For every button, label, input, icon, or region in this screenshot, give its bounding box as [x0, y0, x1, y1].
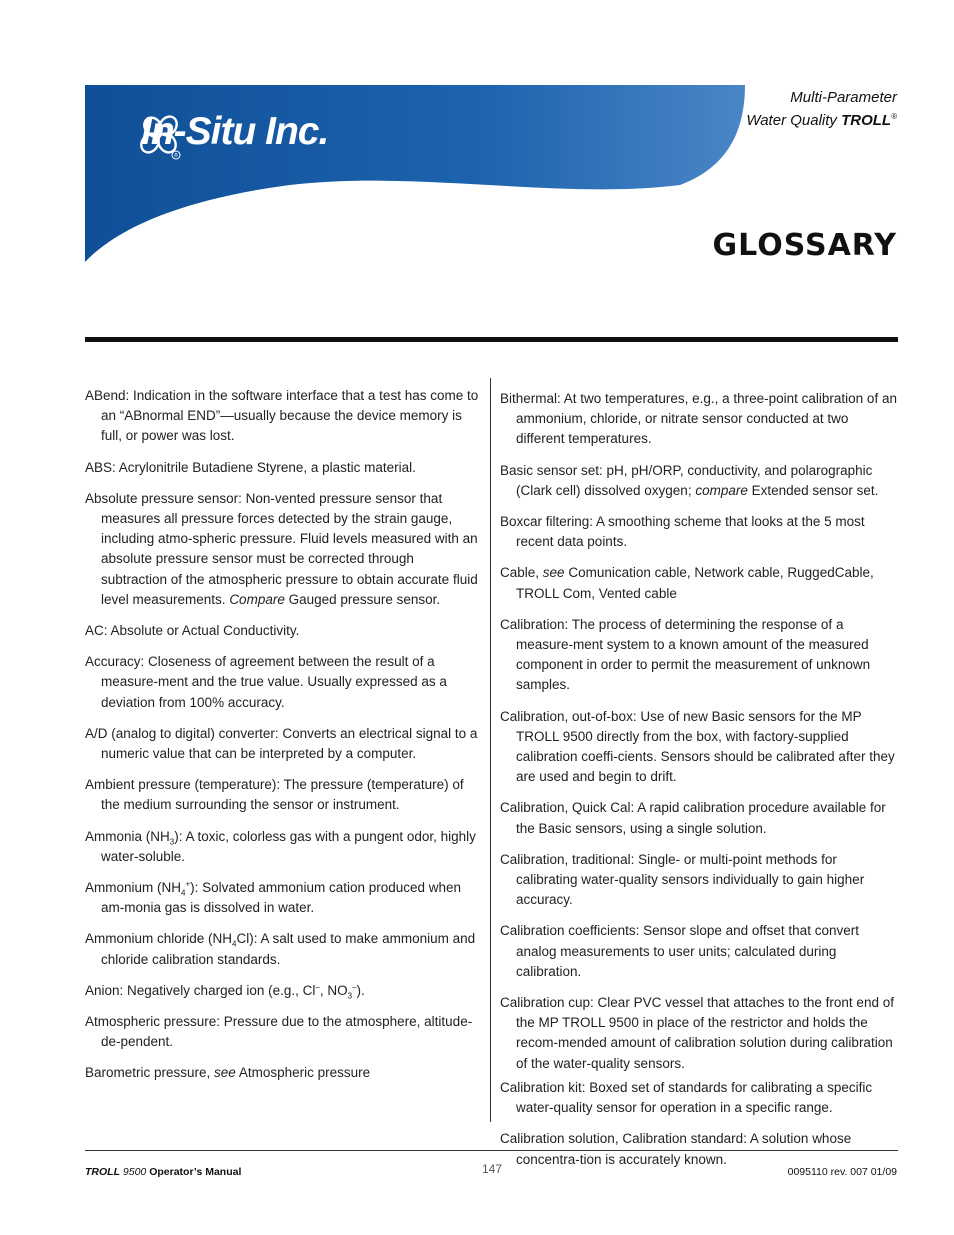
- product-line-1: Multi-Parameter: [790, 89, 897, 106]
- glossary-entry-absolute-pressure-sensor: Absolute pressure sensor: Non-vented pressure sensor that measures all pressure forces detected by the strain gauge, including atmo-spheric pressure. Fluid levels measured with an absolute pressure sensor must be corrected through subtraction of the atmospheric pressure to obtain accurate fluid level measurements. Compare Gauged pressure sensor.: [85, 490, 478, 607]
- glossary-entry-calibration: Calibration: The process of determining the response of a measure-ment system to a known amount of the measured component in order to permit the measurement of unknown samples.: [500, 616, 871, 693]
- glossary-entry-ambient-pressure: Ambient pressure (temperature): The pressure (temperature) of the medium surrounding the sensor or instrument.: [85, 777, 464, 813]
- glossary-left-column: [85, 386, 483, 1095]
- glossary-entry-ammonium-chloride: Ammonium chloride $(NH_4Cl)$: A salt used to make ammonium and chloride calibration standards.: [85, 931, 476, 967]
- glossary-entry-basic-sensor-set: Basic sensor set: pH, pH/ORP, conductivity, and polarographic (Clark cell) dissolved oxygen; compare Extended sensor set.: [500, 462, 879, 498]
- column-divider: [490, 378, 491, 1122]
- company-brand: [135, 110, 329, 159]
- glossary-entry-calibration-kit: Calibration kit: Boxed set of standards for calibrating a specific water-quality sensor for operation in a specific range.: [500, 1079, 873, 1116]
- glossary-entry-ad-converter: A/D (analog to digital) converter: Converts an electrical signal to a numeric value that can be interpreted by a computer.: [85, 725, 478, 762]
- company-name: In-Situ Inc.: [141, 110, 329, 153]
- bottom-rule: [85, 1150, 898, 1151]
- glossary-entry-abs: ABS: Acrylonitrile Butadiene Styrene, a plastic material.: [85, 459, 416, 475]
- glossary-entry-ammonia: Ammonia $(NH_3)$: A toxic, colorless gas with a pungent odor, highly water-soluble.: [85, 828, 476, 864]
- footer-manual-title: TROLL 9500 Operator’s Manual: [85, 1166, 242, 1178]
- glossary-entry-calibration-quick-cal: Calibration, Quick Cal: A rapid calibration procedure available for the Basic sensors, using a single solution.: [500, 800, 886, 836]
- in-situ-logo-icon: [135, 112, 185, 162]
- top-rule: [85, 337, 898, 342]
- product-line-2: Water Quality TROLL®: [746, 112, 897, 129]
- glossary-entry-abend: ABend: Indication in the software interface that a test has come to an “ABnormal END”—usually because the device memory is full, or power was lost.: [85, 388, 479, 444]
- glossary-entry-anion: Anion: Negatively charged ion (e.g., Cl–, $NO_3^-$).: [85, 982, 365, 1001]
- glossary-entry-calibration-cup: Calibration cup: Clear PVC vessel that attaches to the front end of the MP TROLL 9500 in place of the restrictor and holds the recom-mended amount of calibration solution during calibration of the water-quality sensors.: [500, 995, 894, 1071]
- glossary-entry-calibration-traditional: Calibration, traditional: Single- or multi-point methods for calibrating water-quality sensors individually to gain higher accuracy.: [500, 851, 865, 908]
- glossary-right-column: [500, 389, 900, 1181]
- glossary-entry-bithermal: Bithermal: At two temperatures, e.g., a three-point calibration of an ammonium, chloride, or nitrate sensor conducted at two different temperatures.: [500, 391, 897, 447]
- glossary-entry-calibration-coefficients: Calibration coefficients: Sensor slope and offset that convert analog measurements to user units; calculated during calibration.: [500, 923, 859, 979]
- svg-text:®: ®: [174, 153, 178, 159]
- section-title: GLOSSARY: [712, 228, 897, 263]
- glossary-entry-calibration-out-of-box: Calibration, out-of-box: Use of new Basic sensors for the MP TROLL 9500 directly from the box, with factory-supplied calibration coeffi-cients. Sensors should be calibrated after they are used and begin to drift.: [500, 708, 895, 785]
- glossary-entry-ac: AC: Absolute or Actual Conductivity.: [85, 623, 300, 639]
- glossary-entry-cable: Cable, see Comunication cable, Network cable, RuggedCable, TROLL Com, Vented cable: [500, 565, 874, 601]
- page-number: 147: [482, 1162, 503, 1176]
- glossary-entry-barometric-pressure: Barometric pressure, see Atmospheric pressure: [85, 1065, 371, 1081]
- glossary-entry-boxcar-filtering: Boxcar filtering: A smoothing scheme that looks at the 5 most recent data points.: [500, 514, 865, 550]
- glossary-entry-accuracy: Accuracy: Closeness of agreement between the result of a measure-ment and the true value. Usually expressed as a deviation from 100% accuracy.: [85, 654, 447, 710]
- glossary-entry-calibration-solution: Calibration solution, Calibration standard: A solution whose concentra-tion is accurately known.: [500, 1131, 852, 1167]
- glossary-entry-atmospheric-pressure: Atmospheric pressure: Pressure due to the atmosphere, altitude-de-pendent.: [85, 1014, 473, 1050]
- document-reference: 0095110 rev. 007 01/09: [787, 1166, 897, 1178]
- product-name: [746, 88, 897, 130]
- glossary-entry-ammonium: Ammonium $(NH_4^+)$: Solvated ammonium cation produced when am-monia gas is dissolved in water.: [85, 879, 462, 916]
